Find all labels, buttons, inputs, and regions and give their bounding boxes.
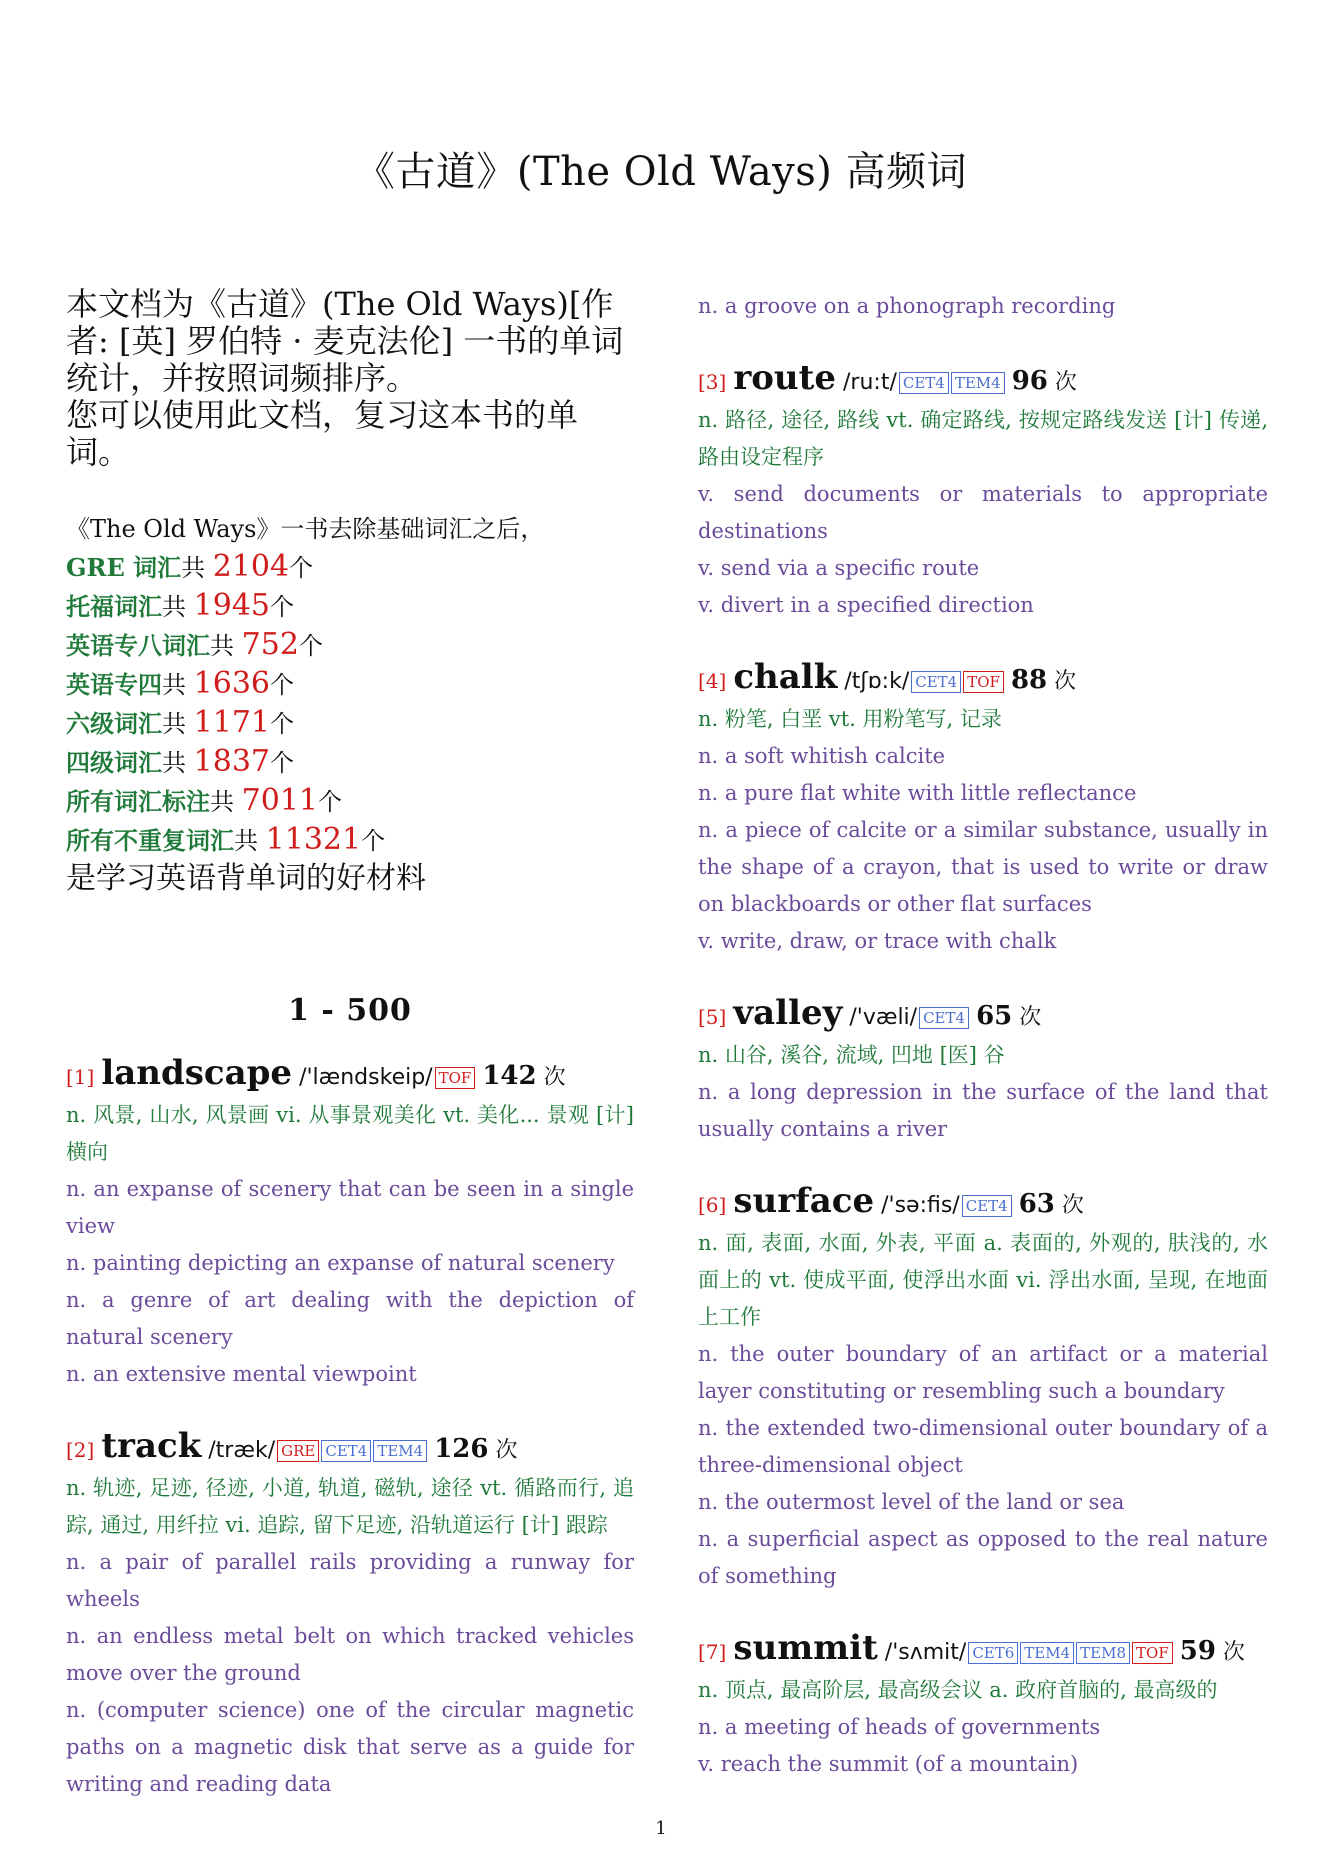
word-entry: [1] landscape /'lændskeip/ TOF 142 次 n. 风景, 山水, 风景画 vi. 从事景观美化 vt. 美化... 景观 [计] 横向 n. an expanse of scenery that can be seen in a single view n. painting depicting an expanse of natural scenery n. a genre of art dealing with the depiction of natural scenery n. an extensive mental viewpoint (66, 1054, 634, 1393)
stats-lead: 《The Old Ways》一书去除基础词汇之后， (66, 515, 545, 543)
tag-badge: TOF (963, 671, 1004, 693)
english-definition: n. a pair of parallel rails providing a runway for wheels (66, 1550, 634, 1611)
right-column (698, 288, 1268, 1783)
tag-badge: CET4 (911, 671, 961, 693)
chinese-definition: n. 面, 表面, 水面, 外表, 平面 a. 表面的, 外观的, 肤浅的, 水面上的 vt. 使成平面, 使浮出水面 vi. 浮出水面, 呈现, 在地面上工作 (698, 1231, 1268, 1329)
stat-tem8: 英语专八词汇共 752个 (66, 627, 323, 662)
english-definition: v. send documents or materials to appropriate destinations (698, 482, 1268, 543)
english-definition: n. a piece of calcite or a similar substance, usually in the shape of a crayon, that is used to write or draw on blackboards or other flat surfaces (698, 818, 1268, 916)
word-entry: [4] chalk /tʃɒ:k/ CET4 TOF 88 次 n. 粉笔, 白垩 vt. 用粉笔写, 记录 n. a soft whitish calcite n. a pure flat white with little reflectance n. a piece of calcite or a similar substance, usually in the shape of a crayon, that is used to write or draw on blackboards or other flat surfaces v. write, draw, or trace with chalk (698, 658, 1268, 960)
continued-definition: n. a groove on a phonograph recording (698, 294, 1116, 318)
intro-paragraph-1: 本文档为《古道》(The Old Ways)[作者: [英] 罗伯特 · 麦克法伦] 一书的单词统计，并按照词频排序。 (66, 285, 624, 397)
stat-all: 所有词汇标注共 7011个 (66, 783, 342, 818)
stats-tail: 是学习英语背单词的好材料 (66, 861, 426, 896)
english-definition: n. a genre of art dealing with the depiction of natural scenery (66, 1288, 634, 1349)
english-definition: n. a pure flat white with little reflectance (698, 781, 1137, 805)
english-definition: n. painting depicting an expanse of natural scenery (66, 1251, 615, 1275)
intro-text (66, 286, 634, 471)
chinese-definition: n. 粉笔, 白垩 vt. 用粉笔写, 记录 (698, 707, 1002, 731)
headword: valley (733, 993, 843, 1033)
word-entry: [7] summit /'sʌmit/ CET6 TEM4 TEM8 TOF 59 次 n. 顶点, 最高阶层, 最高级会议 a. 政府首脑的, 最高级的 n. a meeting of heads of governments v. reach the summit (of a mountain) (698, 1629, 1268, 1783)
stat-cet4: 四级词汇共 1837个 (66, 744, 294, 779)
tag-badge: CET4 (919, 1007, 969, 1029)
word-entry: [5] valley /'væli/ CET4 65 次 n. 山谷, 溪谷, 流域, 凹地 [医] 谷 n. a long depression in the surface of the land that usually contains a river (698, 994, 1268, 1148)
stat-tem4: 英语专四共 1636个 (66, 666, 294, 701)
word-entry: [2] track /træk/ GRE CET4 TEM4 126 次 n. 轨迹, 足迹, 径迹, 小道, 轨道, 磁轨, 途径 vt. 循路而行, 追踪, 通过, 用纤拉 vi. 追踪, 留下足迹, 沿轨道运行 [计] 跟踪 n. a pair of parallel rails providing a runway for wheels n. an endless metal belt on which tracked vehicles move over the ground n. (computer science) one of the circular magnetic paths on a magnetic disk that serve as a guide for writing and reading data (66, 1427, 634, 1803)
chinese-definition: n. 路径, 途径, 路线 vt. 确定路线, 按规定路线发送 [计] 传递, 路由设定程序 (698, 408, 1268, 469)
page-number: 1 (655, 1818, 667, 1839)
tag-badge: TEM4 (1020, 1642, 1074, 1664)
headword: track (101, 1426, 202, 1466)
english-definition: n. a superficial aspect as opposed to the real nature of something (698, 1527, 1268, 1588)
english-definition: n. (computer science) one of the circular magnetic paths on a magnetic disk that serve as a guide for writing and reading data (66, 1698, 634, 1796)
tag-badge: CET4 (962, 1195, 1012, 1217)
english-definition: v. divert in a specified direction (698, 593, 1034, 617)
stat-cet6: 六级词汇共 1171个 (66, 705, 294, 740)
left-column (66, 286, 634, 1803)
english-definition: v. send via a specific route (698, 556, 980, 580)
tag-badge: CET4 (321, 1440, 371, 1462)
tag-badge: TEM4 (951, 372, 1005, 394)
tag-badge: GRE (277, 1440, 319, 1462)
chinese-definition: n. 风景, 山水, 风景画 vi. 从事景观美化 vt. 美化... 景观 [计] 横向 (66, 1103, 634, 1164)
english-definition: n. the outer boundary of an artifact or a material layer constituting or resembling such a boundary (698, 1342, 1268, 1403)
tag-badge: TOF (435, 1067, 476, 1089)
headword: chalk (733, 657, 838, 697)
headword: summit (733, 1628, 878, 1668)
stat-unique: 所有不重复词汇共 11321个 (66, 822, 386, 857)
english-definition: n. a soft whitish calcite (698, 744, 946, 768)
english-definition: v. write, draw, or trace with chalk (698, 929, 1057, 953)
tag-badge: CET4 (899, 372, 949, 394)
chinese-definition: n. 山谷, 溪谷, 流域, 凹地 [医] 谷 (698, 1043, 1005, 1067)
chinese-definition: n. 轨迹, 足迹, 径迹, 小道, 轨道, 磁轨, 途径 vt. 循路而行, 追踪, 通过, 用纤拉 vi. 追踪, 留下足迹, 沿轨道运行 [计] 跟踪 (66, 1476, 634, 1537)
english-definition: n. the outermost level of the land or sea (698, 1490, 1125, 1514)
headword: surface (733, 1181, 875, 1221)
range-heading: 1 - 500 (288, 993, 412, 1028)
page-title: 《古道》(The Old Ways) 高频词 (354, 149, 968, 195)
tag-badge: TOF (1132, 1642, 1173, 1664)
english-definition: n. the extended two-dimensional outer boundary of a three-dimensional object (698, 1416, 1268, 1477)
word-entry: [6] surface /'sə:fis/ CET4 63 次 n. 面, 表面, 水面, 外表, 平面 a. 表面的, 外观的, 肤浅的, 水面上的 vt. 使成平面, 使浮出水面 vi. 浮出水面, 呈现, 在地面上工作 n. the outer boundary of an artifact or a material layer constituting or resembling such a boundary n. the extended two-dimensional outer boundary of a three-dimensional object n. the outermost level of the land or sea n. a superficial aspect as opposed to the real nature of something (698, 1182, 1268, 1595)
english-definition: n. an endless metal belt on which tracked vehicles move over the ground (66, 1624, 634, 1685)
english-definition: n. a meeting of heads of governments (698, 1715, 1101, 1739)
stats-block (66, 511, 634, 897)
word-entry: [3] route /ru:t/ CET4 TEM4 96 次 n. 路径, 途径, 路线 vt. 确定路线, 按规定路线发送 [计] 传递, 路由设定程序 v. send documents or materials to appropriate destinations v. send via a specific route v. divert in a specified direction (698, 359, 1268, 624)
stat-tof: 托福词汇共 1945个 (66, 588, 294, 623)
headword: route (733, 358, 836, 398)
intro-paragraph-2: 您可以使用此文档，复习这本书的单词。 (66, 396, 579, 471)
headword: landscape (101, 1053, 293, 1093)
english-definition: n. an expanse of scenery that can be seen in a single view (66, 1177, 634, 1238)
english-definition: v. reach the summit (of a mountain) (698, 1752, 1079, 1776)
english-definition: n. an extensive mental viewpoint (66, 1362, 417, 1386)
chinese-definition: n. 顶点, 最高阶层, 最高级会议 a. 政府首脑的, 最高级的 (698, 1678, 1218, 1702)
english-definition: n. a long depression in the surface of the land that usually contains a river (698, 1080, 1268, 1141)
tag-badge: TEM4 (373, 1440, 427, 1462)
stat-gre: GRE 词汇共 2104个 (66, 549, 314, 584)
tag-badge: CET6 (968, 1642, 1018, 1664)
tag-badge: TEM8 (1076, 1642, 1130, 1664)
